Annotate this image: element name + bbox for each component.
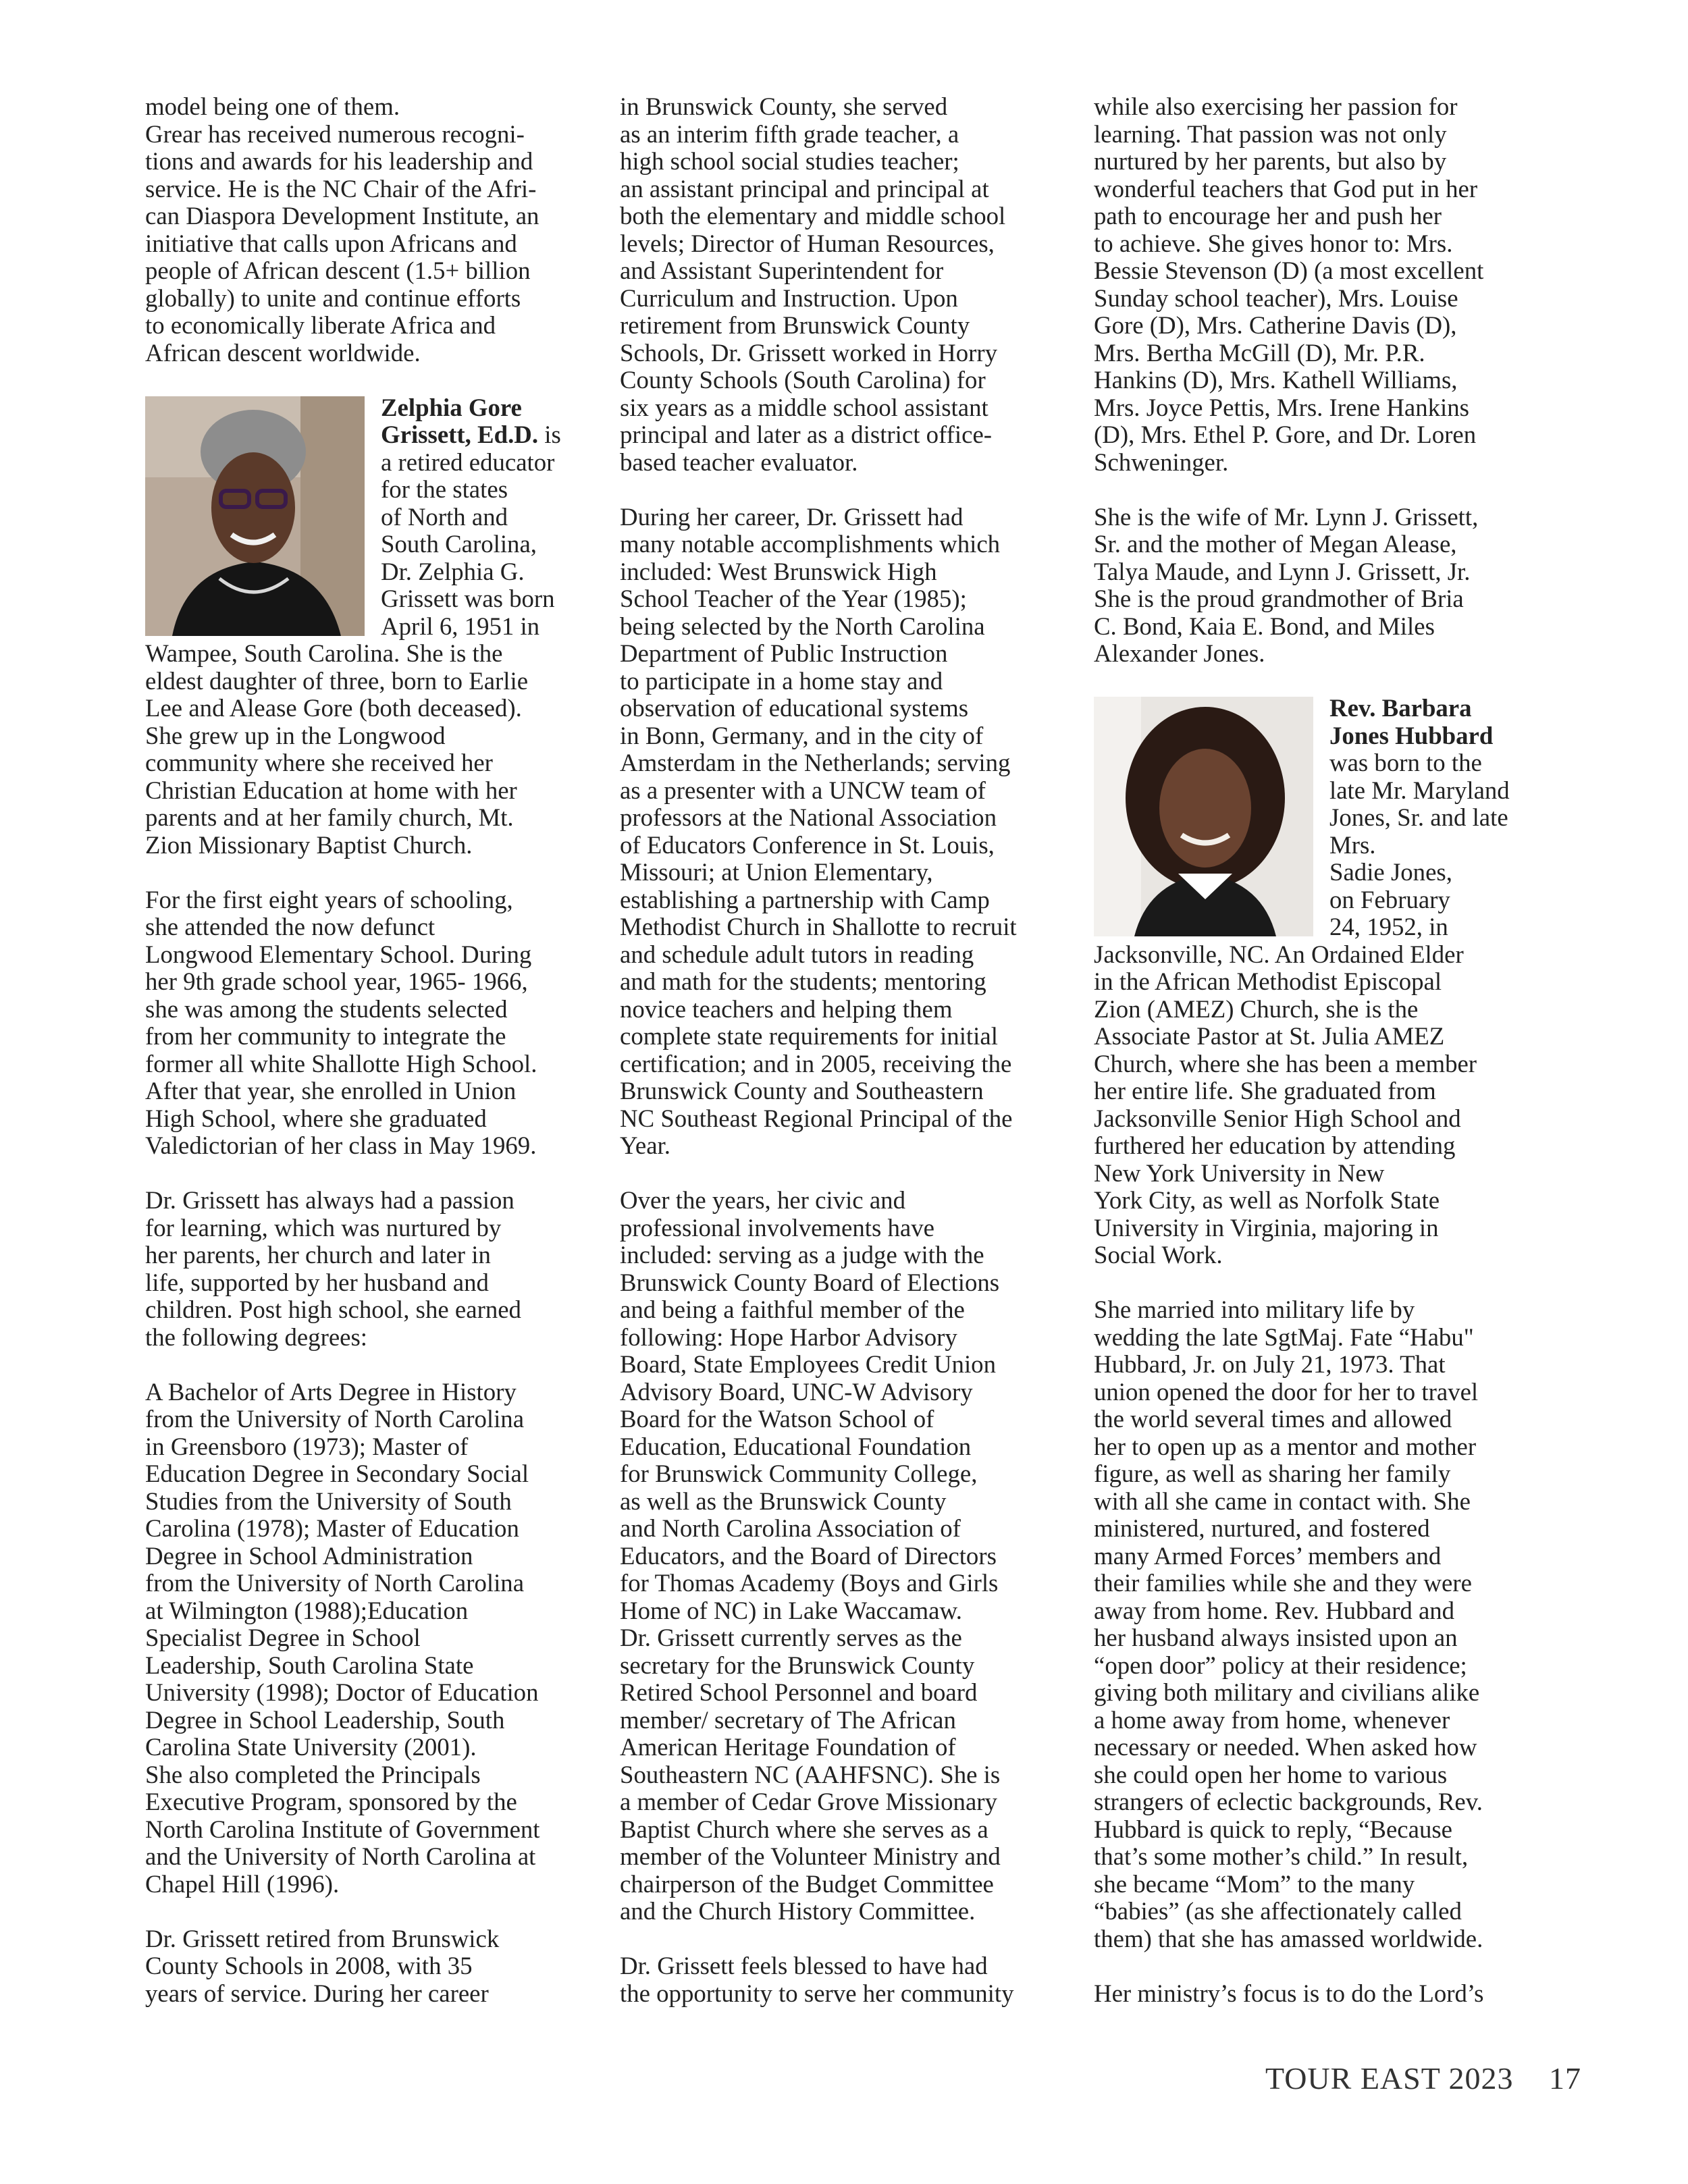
barbara-bio-continued: Jacksonville, NC. An Ordained Elder in the African Methodist Episcopal Zion (AMEZ) Church, she is the Associate Pastor at St. Julia AMEZ Church, where she has been a member her entire life. She graduated from Jacksonville Senior High School and furthered her education by attending New York University in New York City, as well as Norfolk State University in Virginia, majoring in Social Work. [1094, 940, 1477, 1269]
barbara-name-line2: Jones Hubbard [1329, 721, 1494, 749]
passion-paragraph: Dr. Grissett has always had a passion for learning, which was nurtured by her parents, her church and later in life, supported by her husband and children. Post high school, she earned the following degrees: [145, 1186, 521, 1351]
zelphia-grissett-photo [145, 396, 365, 636]
retirement-paragraph: Dr. Grissett retired from Brunswick County Schools in 2008, with 35 years of service. During her career [145, 1924, 500, 2007]
ministry-paragraph: Her ministry’s focus is to do the Lord’s [1094, 1979, 1484, 2007]
column-1 [145, 93, 591, 2007]
accomplishments-paragraph: During her career, Dr. Grissett had many notable accomplishments which included: West Brunswick High School Teacher of the Year (1985); being selected by the North Carolina Department of Public Instruction to participate in a home stay and observation of educational systems in Bonn, Germany, and in the city of Amsterdam in the Netherlands; serving as a presenter with a UNCW team of professors at the National Association of Educators Conference in St. Louis, Missouri; at Union Elementary, establishing a partnership with Camp Methodist Church in Shallotte to recruit and schedule adult tutors in reading and math for the students; mentoring novice teachers and helping them complete state requirements for initial certification; and in 2005, receiving the Brunswick County and Southeastern NC Southeast Regional Principal of the Year. [620, 502, 1017, 1159]
civic-paragraph: Over the years, her civic and professional involvements have included: serving as a judge with the Brunswick County Board of Elections and being a faithful member of the following: Hope Harbor Advisory Board, State Employees Credit Union Advisory Board, UNC-W Advisory Board for the Watson School of Education, Educational Foundation for Brunswick Community College, as well as the Brunswick County and North Carolina Association of Educators, and the Board of Directors for Thomas Academy (Boys and Girls Home of NC) in Lake Waccamaw. Dr. Grissett currently serves as the secretary for the Brunswick County Retired School Personnel and board member/ secretary of The African American Heritage Foundation of Southeastern NC (AAHFSNC). She is a member of Cedar Grove Missionary Baptist Church where she serves as a member of the Volunteer Ministry and chairperson of the Budget Committee and the Church History Committee. [620, 1186, 1001, 1925]
page-number: 17 [1549, 2061, 1581, 2096]
barbara-hubbard-photo [1094, 697, 1313, 936]
zelphia-bio-continued: Wampee, South Carolina. She is the eldest daughter of three, born to Earlie Lee and Alease Gore (both deceased). She grew up in the Longwood community where she received her Christian Education at home with her parents and at her family church, Mt. Zion Missionary Baptist Church. [145, 639, 529, 859]
barbara-name-line1: Rev. Barbara [1329, 694, 1472, 722]
degrees-paragraph: A Bachelor of Arts Degree in History from the University of North Carolina in Greensboro (1973); Master of Education Degree in Secondary Social Studies from the University of South Carolina (1978); Master of Education Degree in School Administration from the University of North Carolina at Wilmington (1988);Education Specialist Degree in School Leadership, South Carolina State University (1998); Doctor of Education Degree in School Leadership, South Carolina State University (2001). She also completed the Principals Executive Program, sponsored by the North Carolina Institute of Government and the University of North Carolina at Chapel Hill (1996). [145, 1377, 540, 1898]
barbara-lead-text: was born to the late Mr. Maryland Jones, Sr. and late Mrs. Sadie Jones, on February 24, 1952, in [1329, 749, 1510, 940]
career-paragraph: in Brunswick County, she served as an interim fifth grade teacher, a high school social studies teacher; an assistant principal and principal at both the elementary and middle school levels; Director of Human Resources, and Assistant Superintendent for Curriculum and Instruction. Upon retirement from Brunswick County Schools, Dr. Grissett worked in Horry County Schools (South Carolina) for six years as a middle school assistant principal and later as a district office- based teacher evaluator. [620, 92, 1006, 476]
family-paragraph: She is the wife of Mr. Lynn J. Grissett, Sr. and the mother of Megan Alease, Talya Maude, and Lynn J. Grissett, Jr. She is the proud grandmother of Bria C. Bond, Kaia E. Bond, and Miles Alexander Jones. [1094, 502, 1479, 667]
grear-paragraph: model being one of them. Grear has received numerous recogni- tions and awards for his leadership and service. He is the NC Chair of the Afri- can Diaspora Development Institute, an initiative that calls upon Africans and people of African descent (1.5+ billion globally) to unite and continue efforts to economically liberate Africa and African descent worldwide. [145, 92, 539, 367]
zelphia-name-line2: Grissett, Ed.D. [381, 421, 539, 448]
zelphia-lead-text: is a retired educator for the states of North and South Carolina, Dr. Zelphia G. Grissett was born April 6, 1951 in [381, 421, 561, 640]
zelphia-name-line1: Zelphia Gore [381, 393, 522, 421]
teachers-paragraph: while also exercising her passion for learning. That passion was not only nurtured by her parents, but also by wonderful teachers that God put in her path to encourage her and push her to achieve. She gives honor to: Mrs. Bessie Stevenson (D) (a most excellent Sunday school teacher), Mrs. Louise Gore (D), Mrs. Catherine Davis (D), Mrs. Bertha McGill (D), Mr. P.R. Hankins (D), Mrs. Kathell Williams, Mrs. Joyce Pettis, Mrs. Irene Hankins (D), Mrs. Ethel P. Gore, and Dr. Loren Schweninger. [1094, 92, 1484, 476]
column-2 [620, 93, 1065, 2007]
page-footer [1265, 2060, 1581, 2096]
column-3 [1094, 93, 1539, 2007]
military-life-paragraph: She married into military life by wedding the late SgtMaj. Fate “Habu" Hubbard, Jr. on July 21, 1973. That union opened the door for her to travel the world several times and allowed her to open up as a mentor and mother figure, as well as sharing her family with all she came in contact with. She ministered, nurtured, and fostered many Armed Forces’ members and their families while she and they were away from home. Rev. Hubbard and her husband always insisted upon an “open door” policy at their residence; giving both military and civilians alike a home away from home, whenever necessary or needed. When asked how she could open her home to various strangers of eclectic backgrounds, Rev. Hubbard is quick to reply, “Because that’s some mother’s child.” In result, she became “Mom” to the many “babies” (as she affectionately called them) that she has amassed worldwide. [1094, 1296, 1483, 1952]
schooling-paragraph: For the first eight years of schooling, she attended the now defunct Longwood Elementary School. During her 9th grade school year, 1965- 1966, she was among the students selected from her community to integrate the former all white Shallotte High School. After that year, she enrolled in Union High School, where she graduated Valedictorian of her class in May 1969. [145, 885, 537, 1159]
blessed-paragraph: Dr. Grissett feels blessed to have had the opportunity to serve her community [620, 1952, 1014, 2007]
publication-title: TOUR EAST 2023 [1265, 2061, 1514, 2096]
